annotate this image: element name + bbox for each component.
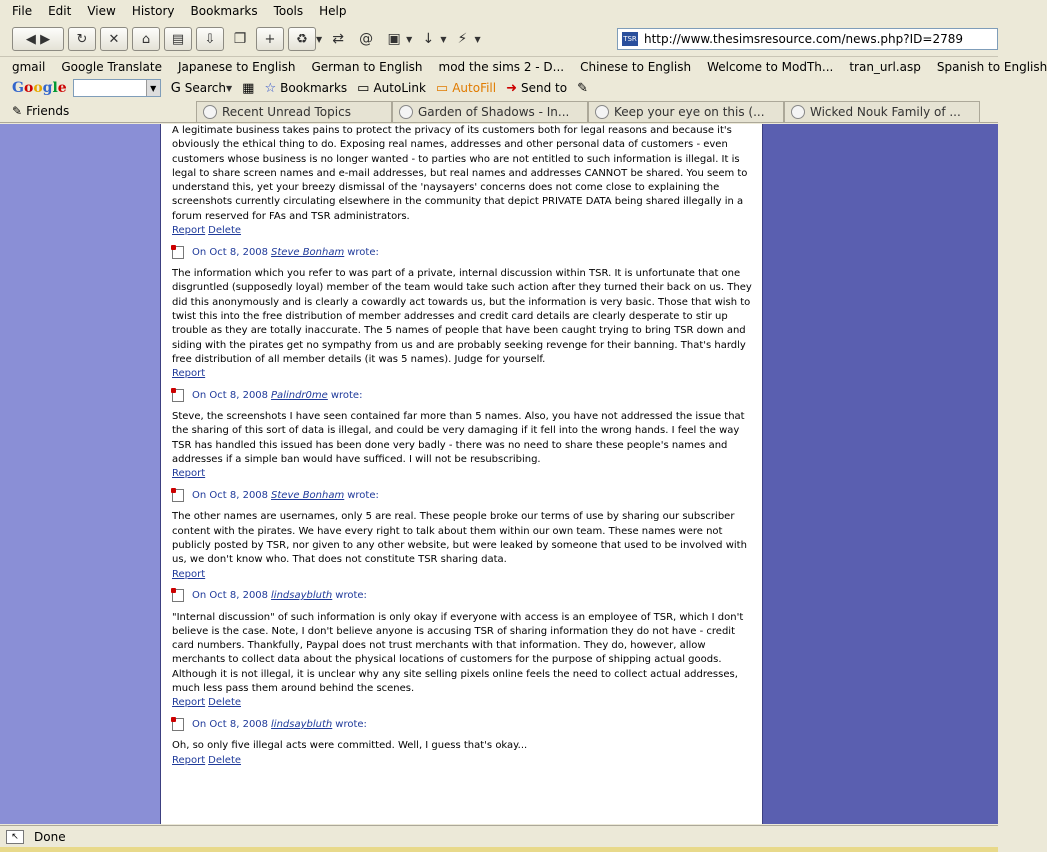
home-icon: ⌂ <box>141 31 151 47</box>
comment-date: On Oct 8, 2008 <box>192 718 269 730</box>
comment-text: "Internal discussion" of such information is only okay if everyone with access is an employee of TSR, which I don't believe is the case. Note, I don't believe anyone is accusing TSR of sharing information they do not have - credit card numbers. Thankfully, Paypal does not trust merchants with that information. They do, however, allow merchants to collect data about the physical locations of customers for the purpose of shipping actual goods. Although it is not illegal, it is unclear why any site selling pixels online feels the need to collect actual addresses, much less pass them around behind the scenes. <box>172 611 744 695</box>
comment-author-link[interactable]: Steve Bonham <box>271 246 345 258</box>
chevron-down-icon: ▼ <box>226 83 233 93</box>
bookmark-item[interactable]: gmail <box>12 59 46 74</box>
friends-button[interactable]: ✎ Friends <box>12 104 70 118</box>
stop-button[interactable] <box>100 27 128 51</box>
comment-header <box>172 388 752 402</box>
comment-actions <box>172 467 752 481</box>
bookmark-item[interactable]: Chinese to English <box>580 59 692 74</box>
tab-bar <box>0 100 998 123</box>
google-search-input[interactable] <box>73 79 161 97</box>
delete-link[interactable]: Delete <box>208 697 242 709</box>
comment-actions <box>172 224 752 238</box>
comment-icon <box>172 589 184 602</box>
book-icon: ❐ <box>233 31 247 47</box>
bottom-strip <box>0 847 998 852</box>
comment-icon <box>172 718 184 731</box>
home-button[interactable] <box>132 27 160 51</box>
bookmark-item[interactable]: Google Translate <box>61 59 162 74</box>
status-bar <box>0 825 998 847</box>
comment-wrote: wrote: <box>335 590 367 602</box>
comment-header <box>172 717 752 731</box>
address-bar[interactable] <box>617 28 998 50</box>
comment-author-link[interactable]: lindsaybluth <box>271 590 333 602</box>
autolink-button[interactable]: ▭ AutoLink <box>357 80 426 96</box>
url-text[interactable]: http://www.thesimsresource.com/news.php?ID=2789 <box>644 32 963 46</box>
comment-icon <box>172 246 184 259</box>
page-viewport[interactable] <box>0 124 998 824</box>
comment-header <box>172 245 752 259</box>
tab-wicked-nouk[interactable]: Wicked Nouk Family of ... <box>784 101 980 122</box>
star-icon: ☆ <box>264 80 277 96</box>
print-button[interactable] <box>164 27 192 51</box>
page-icon <box>399 105 413 119</box>
report-link[interactable]: Report <box>172 754 206 766</box>
pencil-icon: ✎ <box>577 80 589 96</box>
send-arrow-icon: ➜ <box>506 80 518 96</box>
report-link[interactable]: Report <box>172 468 206 480</box>
comment-text: Oh, so only five illegal acts were committed. Well, I guess that's okay... <box>172 740 528 752</box>
bookmark-item[interactable]: German to English <box>311 59 423 74</box>
tab-keep-your-eye[interactable]: Keep your eye on this (... <box>588 101 784 122</box>
comment-author-link[interactable]: Palindr0me <box>271 389 328 401</box>
bookmarks-bar <box>0 57 1047 76</box>
chevron-down-icon[interactable]: ▼ <box>406 34 413 44</box>
tab-recent-unread[interactable]: Recent Unread Topics <box>196 101 392 122</box>
chevron-down-icon[interactable]: ▼ <box>316 34 323 44</box>
page-icon <box>595 105 609 119</box>
floppy-icon: ▣ <box>387 31 401 47</box>
comment-actions <box>172 696 752 710</box>
comment-author-link[interactable]: lindsaybluth <box>271 718 333 730</box>
navigation-toolbar <box>0 22 998 57</box>
bookmark-item[interactable]: Spanish to English <box>936 59 1047 74</box>
google-g-icon: G <box>170 80 181 96</box>
reload-button[interactable] <box>68 27 96 51</box>
delete-link[interactable]: Delete <box>208 754 242 766</box>
menu-tools[interactable]: Tools <box>273 4 304 18</box>
pencil-icon: ✎ <box>12 104 23 118</box>
spiral-icon: @ <box>359 31 374 47</box>
translate-icon: ⇄ <box>332 31 345 47</box>
report-link[interactable]: Report <box>172 697 206 709</box>
send-to-button[interactable]: ➜ Send to <box>506 80 568 96</box>
menu-help[interactable]: Help <box>319 4 347 18</box>
comment-actions <box>172 754 752 768</box>
comment-text: The information which you refer to was part of a private, internal discussion within TSR. It is unfortunate that one disgruntled (supposedly loyal) member of the team would take such action after they turned their back on us. They did this anonymously and is clearly a cowardly act towards us, but the information is very basic. Those that wish to twist this into the free distribution of member addresses and credit card details are clearly desperate to stir up trouble as they are totally inaccurate. The 5 names of people that have been caught trying to bring TSR down and siding with the pirates get no sympathy from us and are probably seeking revenge for their banning. That's hardly free distribution of all member details (it was 5 names). Judge for yourself. <box>172 268 752 365</box>
comment-actions <box>172 568 752 582</box>
menu-edit[interactable]: Edit <box>48 4 72 18</box>
chevron-down-icon[interactable]: ▼ <box>146 80 160 96</box>
forward-icon: ▶ <box>40 31 51 47</box>
comment-actions <box>172 367 752 381</box>
google-search-button[interactable]: G Search ▼ <box>170 80 233 96</box>
comment-icon <box>172 489 184 502</box>
comment-date: On Oct 8, 2008 <box>192 246 269 258</box>
comment-header <box>172 589 752 603</box>
downloader-button[interactable] <box>416 27 440 51</box>
menu-bar <box>0 0 998 22</box>
comment-date: On Oct 8, 2008 <box>192 489 269 501</box>
spiral-button[interactable] <box>354 27 378 51</box>
site-favicon-icon: TSR <box>622 32 638 46</box>
comment-text: The other names are usernames, only 5 are real. These people broke our terms of use by sharing our subscriber content with the pirates. We have every right to talk about them within our own team. These names were not publicly posted by TSR, nor given to any other website, but were leaked by someone that used to be involved with us, we don't know who. That does not constitute TSR sharing data. <box>172 511 747 566</box>
comments-column <box>160 124 763 824</box>
comment-wrote: wrote: <box>335 718 367 730</box>
comment-date: On Oct 8, 2008 <box>192 590 269 602</box>
delete-link[interactable]: Delete <box>208 225 242 237</box>
printer-icon: ▤ <box>171 31 185 47</box>
read-mode-button[interactable] <box>228 27 252 51</box>
report-link[interactable]: Report <box>172 568 206 580</box>
autofill-button[interactable]: ▭ AutoFill <box>435 80 497 96</box>
menu-view[interactable]: View <box>87 4 116 18</box>
flash-button[interactable] <box>450 27 474 51</box>
translate-button[interactable] <box>326 27 350 51</box>
comment-wrote: wrote: <box>347 246 379 258</box>
highlighter-button[interactable] <box>577 81 588 96</box>
save-button[interactable] <box>382 27 406 51</box>
report-link[interactable]: Report <box>172 368 206 380</box>
comment-wrote: wrote: <box>330 389 363 401</box>
menu-bookmarks[interactable]: Bookmarks <box>190 4 258 18</box>
add-page-button[interactable] <box>256 27 284 51</box>
tab-garden-of-shadows[interactable]: Garden of Shadows - In... <box>392 101 588 122</box>
lightning-icon: ⚡ <box>457 31 468 47</box>
bookmark-item[interactable]: mod the sims 2 - D... <box>438 59 565 74</box>
page-icon <box>791 105 805 119</box>
back-forward-button[interactable] <box>12 27 64 51</box>
autofill-icon: ▭ <box>435 80 449 96</box>
menu-file[interactable]: File <box>12 4 33 18</box>
google-logo[interactable]: Google <box>12 80 67 96</box>
save-page-button[interactable] <box>196 27 224 51</box>
comment-text: A legitimate business takes pains to protect the privacy of its customers both for legal reasons and because it's obviously the ethical thing to do. Exposing real names, addresses and other personal data of customers - even customers whose business is no longer wanted - to parties who are not entitled to such information is illegal. It is legal to share screen names and e-mail addresses, but real names and addresses CANNOT be shared. You seem to understand this, yet your breezy dismissal of the 'naysayers' concerns does not come close to explaining the screenshots currently circulating elsewhere in the community that depict PRIVATE DATA being shared illegally in a forum reserved for FAs and TSR administrators. <box>172 125 748 222</box>
bookmark-item[interactable]: Welcome to ModTh... <box>707 59 834 74</box>
comment-text: Steve, the screenshots I have seen contained far more than 5 names. Also, you have not addressed the issue that the sharing of this sort of data is illegal, and could be very damaging if it fell into the wrong hands. I feel the way TSR has handled this issued has been done very badly - there was no need to share these people's names and addresses if a simple ban would have sufficed. I will not be resubscribing. <box>172 411 745 466</box>
google-bookmarks-button[interactable]: ☆ Bookmarks <box>264 80 348 96</box>
bookmark-item[interactable]: tran_url.asp <box>849 59 921 74</box>
stop-icon: ✕ <box>108 31 120 47</box>
google-toolbar <box>0 76 998 100</box>
add-icon: + <box>264 31 276 47</box>
comment-author-link[interactable]: Steve Bonham <box>271 489 345 501</box>
recycle-icon: ♻ <box>296 31 308 47</box>
comment-date: On Oct 8, 2008 <box>192 389 269 401</box>
comment-header <box>172 488 752 502</box>
status-icon: ↖ <box>6 830 24 844</box>
reload-icon: ↻ <box>76 31 88 47</box>
bookmark-item[interactable]: Japanese to English <box>177 59 296 74</box>
download-icon: ⇩ <box>204 31 216 47</box>
report-link[interactable]: Report <box>172 225 206 237</box>
menu-history[interactable]: History <box>131 4 175 18</box>
arrow-down-icon: ↓ <box>422 31 435 47</box>
pagerank-button[interactable] <box>242 81 254 96</box>
chevron-down-icon[interactable]: ▼ <box>474 34 481 44</box>
status-text: Done <box>34 829 66 844</box>
chevron-down-icon[interactable]: ▼ <box>440 34 447 44</box>
recycle-button[interactable] <box>288 27 316 51</box>
comment-icon <box>172 389 184 402</box>
comment-wrote: wrote: <box>347 489 379 501</box>
page-icon <box>203 105 217 119</box>
pagerank-icon: ▦ <box>242 80 255 96</box>
autolink-icon: ▭ <box>357 80 370 96</box>
back-icon: ◀ <box>25 31 36 47</box>
